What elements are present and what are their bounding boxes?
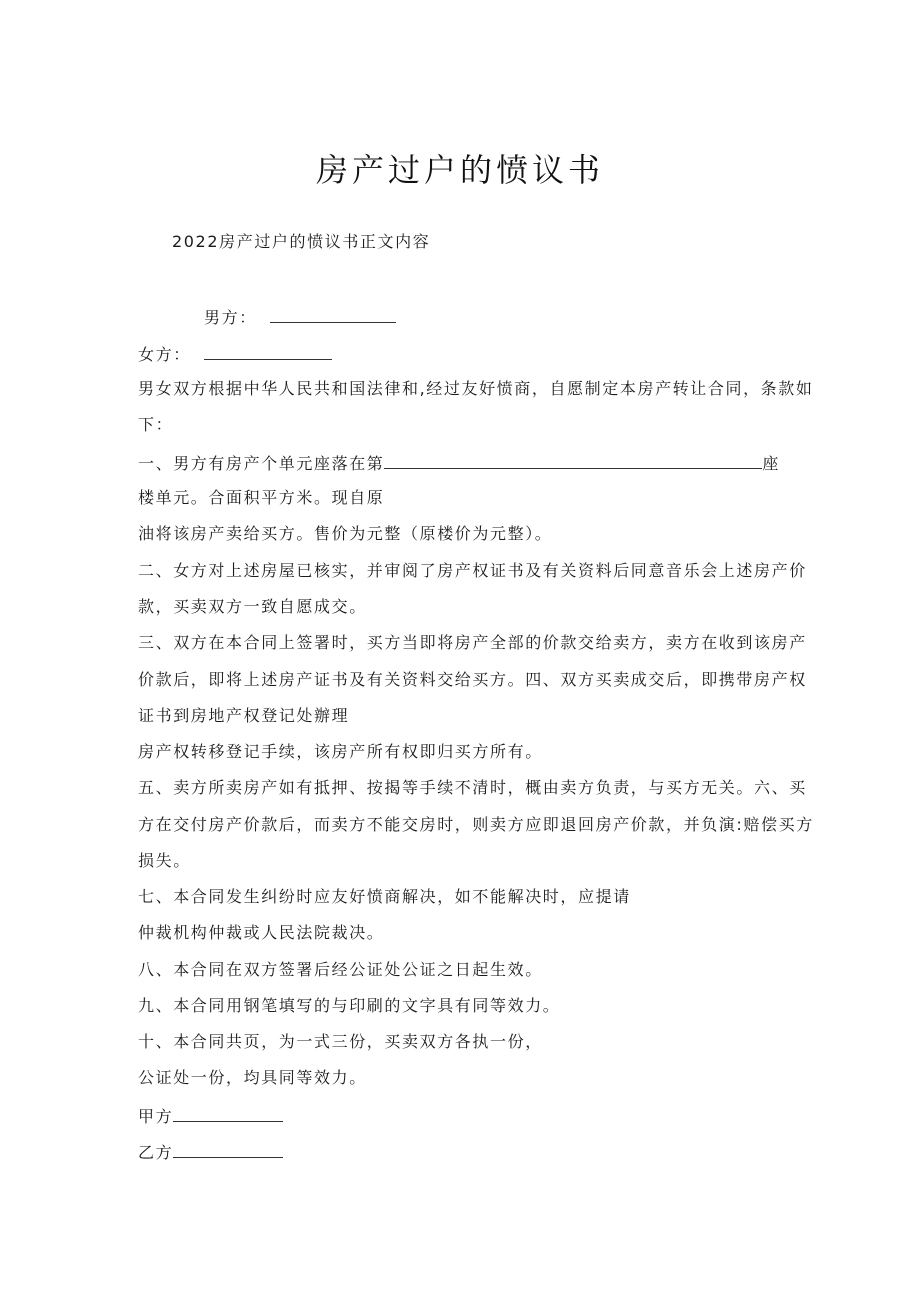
clause-2-line-2: 款，买卖双方一致自愿成交。 [138, 597, 367, 616]
clause-1-line-2: 楼单元。合面积平方米。现自原 [138, 488, 385, 507]
intro-line-1: 男女双方根据中华人民共和国法律和,经过友好愤商，自愿制定本房产转让合同，条款如 [138, 379, 814, 398]
clause-7-line-1: 七、本合同发生纠纷时应友好愤商解决，如不能解决时，应提请 [138, 887, 631, 906]
clause-9: 九、本合同用钢笔填写的与印刷的文字具有同等效力。 [138, 996, 561, 1015]
clause-1-line-1 [138, 450, 780, 476]
party-a-signature-line [138, 1103, 283, 1129]
clause-3-line-1: 三、双方在本合同上签署时，买方当即将房产全部的价款交给卖方，卖方在收到该房产 [138, 633, 807, 652]
clause-1-text: 一、男方有房产个单元座落在第 [138, 454, 385, 473]
clause-5-line-2: 方在交付房产价款后，而卖方不能交房时，则卖方应即退回房产价款，并负演:赔偿买方 [138, 815, 814, 834]
document-title: 房产过户的愤议书 [315, 151, 604, 189]
clause-5-line-3: 损失。 [138, 851, 191, 870]
female-party-blank [204, 341, 332, 360]
party-a-label: 甲方 [138, 1107, 174, 1126]
clause-10-line-1: 十、本合同共页，为一式三份，买卖双方各执一份， [138, 1032, 543, 1051]
clause-3-line-3: 证书到房地产权登记处辦理 [138, 706, 350, 725]
clause-7-line-2: 仲裁机构仲裁或人民法院裁决。 [138, 923, 385, 942]
clause-2-line-1: 二、女方对上述房屋已核实，并审阅了房产权证书及有关资料后同意音乐会上述房产价 [138, 561, 807, 580]
intro-line-2: 下： [138, 415, 174, 434]
male-party-label: 男方： [204, 308, 257, 327]
female-party-label: 女方： [138, 345, 191, 364]
document-subtitle: 2022房产过户的愤议书正文内容 [172, 232, 431, 251]
female-party-line [138, 341, 332, 367]
clause-3-line-2: 价款后，即将上述房产证书及有关资料交给买方。四、双方买卖成交后，即携带房产权 [138, 670, 807, 689]
clause-8: 八、本合同在双方签署后经公证处公证之日起生效。 [138, 960, 543, 979]
party-a-blank [173, 1103, 283, 1122]
clause-3-line-4: 房产权转移登记手续，该房产所有权即归买方所有。 [138, 742, 543, 761]
party-b-blank [173, 1139, 283, 1158]
clause-1-line-3: 油将该房产卖给买方。售价为元整（原楼价为元整）。 [138, 524, 553, 543]
male-party-blank [270, 304, 396, 323]
clause-1-end: 座 [762, 454, 781, 473]
clause-5-line-1: 五、卖方所卖房产如有抵押、按揭等手续不清时，概由卖方负责，与买方无关。六、买 [138, 778, 807, 797]
male-party-line [204, 304, 396, 330]
party-b-label: 乙方 [138, 1143, 174, 1162]
party-b-signature-line [138, 1139, 283, 1165]
clause-10-line-2: 公证处一份，均具同等效力。 [138, 1068, 367, 1087]
clause-1-blank [384, 450, 762, 469]
